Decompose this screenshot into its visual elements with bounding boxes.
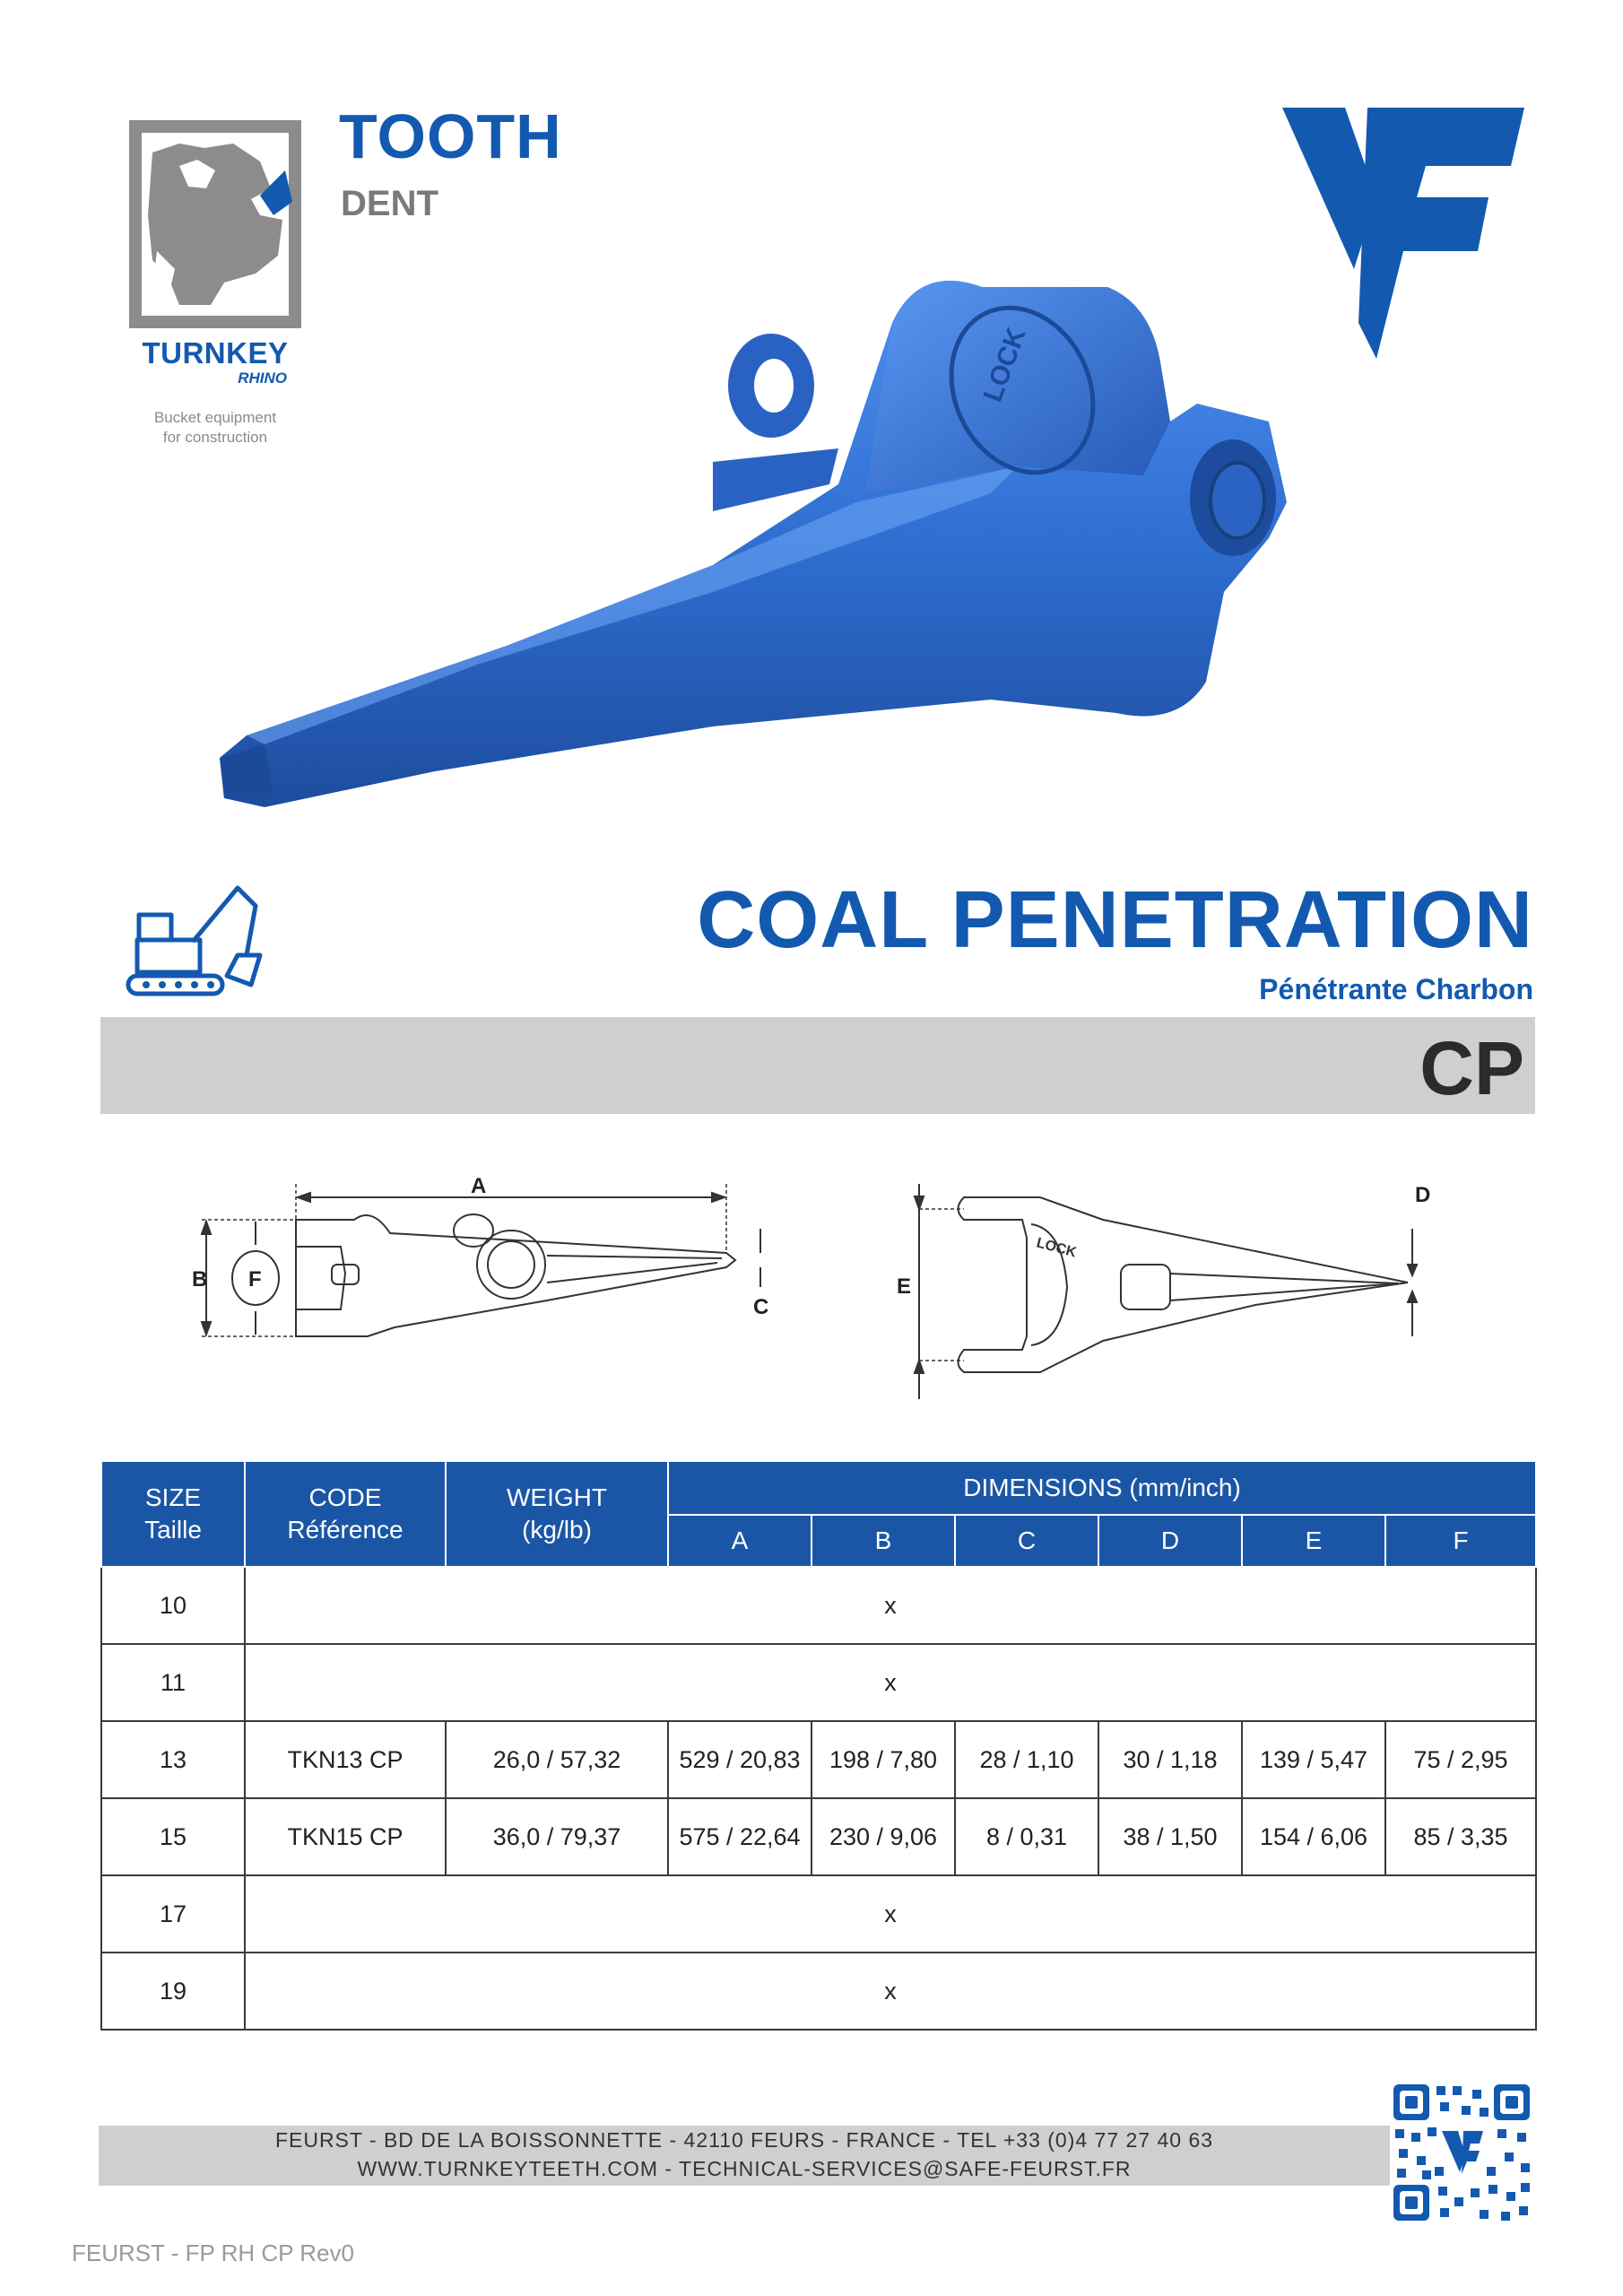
dim-label-f: F bbox=[248, 1267, 262, 1292]
qr-code-icon[interactable] bbox=[1390, 2081, 1533, 2224]
cell-unavailable: x bbox=[245, 1952, 1536, 2030]
cell-code: TKN13 CP bbox=[245, 1721, 446, 1798]
table-row bbox=[101, 1875, 1536, 1952]
cell-dim-f: 85 / 3,35 bbox=[1385, 1798, 1536, 1875]
header-dim-b: B bbox=[812, 1515, 955, 1567]
dim-label-a: A bbox=[471, 1174, 487, 1198]
header-dim-f: F bbox=[1385, 1515, 1536, 1567]
cell-dim-c: 28 / 1,10 bbox=[955, 1721, 1098, 1798]
product-code: CP bbox=[1419, 1026, 1524, 1110]
code-band bbox=[100, 1017, 1535, 1114]
cell-dim-d: 30 / 1,18 bbox=[1098, 1721, 1242, 1798]
cell-dim-a: 575 / 22,64 bbox=[668, 1798, 812, 1875]
section-title: COAL PENETRATION bbox=[697, 875, 1533, 965]
footer-contact[interactable]: WWW.TURNKEYTEETH.COM - TECHNICAL-SERVICES@SAFE-FEURST.FR bbox=[357, 2157, 1132, 2180]
brand-tagline-line-1: Bucket equipment bbox=[153, 409, 277, 426]
excavator-icon bbox=[112, 879, 265, 1000]
header-weight-unit: (kg/lb) bbox=[522, 1516, 592, 1544]
dim-label-e: E bbox=[897, 1274, 912, 1299]
header-weight-en: WEIGHT bbox=[507, 1483, 607, 1511]
spec-table bbox=[100, 1460, 1537, 2031]
page-subtitle: DENT bbox=[341, 184, 438, 223]
cell-unavailable: x bbox=[245, 1875, 1536, 1952]
cell-dim-b: 198 / 7,80 bbox=[812, 1721, 955, 1798]
brand-name: TURNKEY bbox=[142, 336, 289, 370]
cell-dim-e: 139 / 5,47 bbox=[1242, 1721, 1385, 1798]
cell-weight: 26,0 / 57,32 bbox=[446, 1721, 668, 1798]
document-reference: FEURST - FP RH CP Rev0 bbox=[72, 2239, 354, 2266]
cell-size: 11 bbox=[101, 1644, 245, 1721]
brand-tagline-line-2: for construction bbox=[162, 429, 268, 446]
cell-dim-f: 75 / 2,95 bbox=[1385, 1721, 1536, 1798]
header-weight bbox=[446, 1461, 668, 1567]
cell-size: 17 bbox=[101, 1875, 245, 1952]
table-row bbox=[101, 1952, 1536, 2030]
cell-dim-d: 38 / 1,50 bbox=[1098, 1798, 1242, 1875]
cell-size: 19 bbox=[101, 1952, 245, 2030]
cell-dim-b: 230 / 9,06 bbox=[812, 1798, 955, 1875]
cell-size: 13 bbox=[101, 1721, 245, 1798]
lock-text: LOCK bbox=[977, 324, 1032, 406]
dim-label-b: B bbox=[192, 1267, 208, 1292]
header-size bbox=[101, 1461, 245, 1567]
cell-unavailable: x bbox=[245, 1567, 1536, 1644]
brand-subname: RHINO bbox=[238, 370, 287, 387]
header-dimensions: DIMENSIONS (mm/inch) bbox=[668, 1461, 1536, 1515]
page-title: TOOTH bbox=[339, 101, 562, 171]
cell-size: 10 bbox=[101, 1567, 245, 1644]
dim-label-c: C bbox=[753, 1295, 769, 1319]
header-dim-e: E bbox=[1242, 1515, 1385, 1567]
svg-text:LOCK: LOCK bbox=[1034, 1235, 1079, 1261]
header-dim-d: D bbox=[1098, 1515, 1242, 1567]
side-view-diagram bbox=[188, 1166, 807, 1417]
footer-address: FEURST - BD DE LA BOISSONNETTE - 42110 FEURS - FRANCE - TEL +33 (0)4 77 27 40 63 bbox=[274, 2128, 1214, 2152]
header-dim-a: A bbox=[668, 1515, 812, 1567]
header-dim-c: C bbox=[955, 1515, 1098, 1567]
dim-label-d: D bbox=[1415, 1183, 1431, 1207]
cell-dim-c: 8 / 0,31 bbox=[955, 1798, 1098, 1875]
table-row bbox=[101, 1644, 1536, 1721]
header-size-fr: Taille bbox=[144, 1516, 202, 1544]
header-code-en: CODE bbox=[308, 1483, 382, 1511]
cell-code: TKN15 CP bbox=[245, 1798, 446, 1875]
header-size-en: SIZE bbox=[144, 1483, 202, 1511]
table-row bbox=[101, 1721, 1536, 1798]
header-code-fr: Référence bbox=[287, 1516, 404, 1544]
cell-dim-e: 154 / 6,06 bbox=[1242, 1798, 1385, 1875]
cell-weight: 36,0 / 79,37 bbox=[446, 1798, 668, 1875]
table-row bbox=[101, 1798, 1536, 1875]
cell-size: 15 bbox=[101, 1798, 245, 1875]
header-code bbox=[245, 1461, 446, 1567]
tooth-product-image bbox=[211, 269, 1394, 843]
cell-unavailable: x bbox=[245, 1644, 1536, 1721]
top-view-diagram bbox=[897, 1175, 1488, 1408]
section-subtitle: Pénétrante Charbon bbox=[1259, 973, 1533, 1005]
table-row bbox=[101, 1567, 1536, 1644]
cell-dim-a: 529 / 20,83 bbox=[668, 1721, 812, 1798]
